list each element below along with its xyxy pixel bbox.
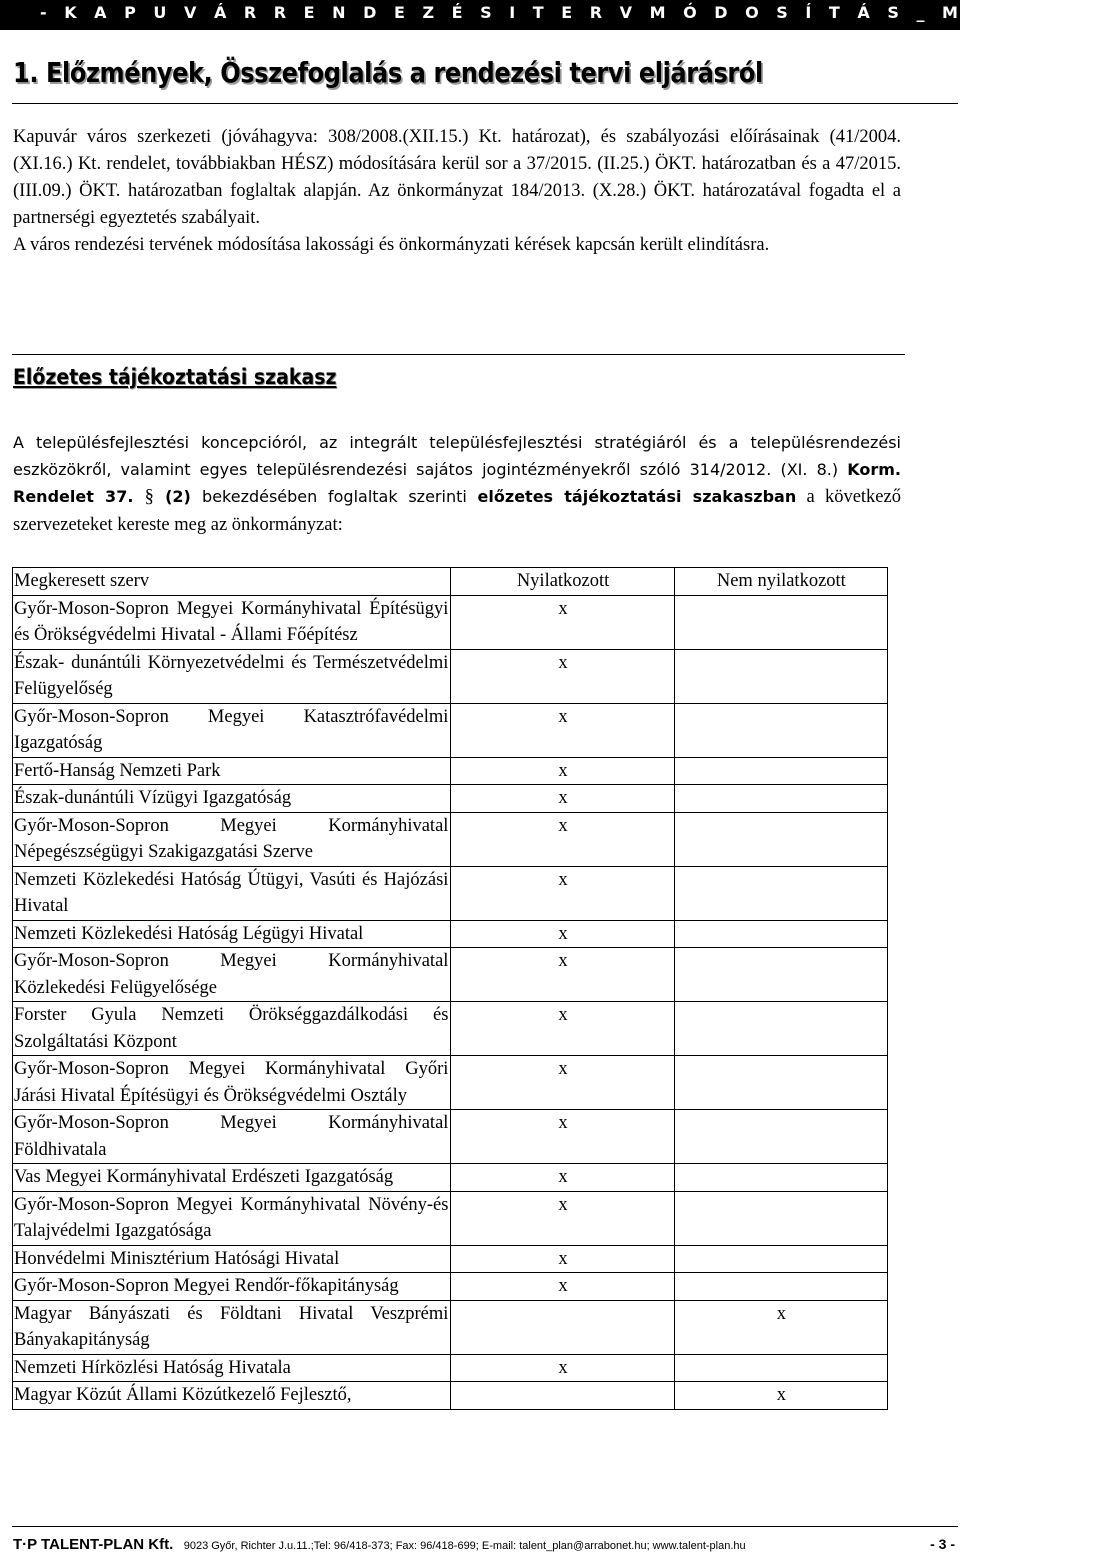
table-row <box>13 1300 888 1354</box>
agency-name: Forster Gyula Nemzeti Örökséggazdálkodási és Szolgáltatási Központ <box>13 1002 451 1056</box>
responded-mark: x <box>451 866 674 920</box>
responded-mark: x <box>451 920 674 948</box>
table-header-row <box>13 568 888 596</box>
running-header: - K A P U V Á R R E N D E Z É S I T E R V M Ó D O S Í T Á S _ Msz: 15015- <box>0 0 960 30</box>
section-divider <box>12 354 905 355</box>
footer-divider <box>12 1526 958 1527</box>
agency-name: Nemzeti Közlekedési Hatóság Útügyi, Vasúti és Hajózási Hivatal <box>13 866 451 920</box>
not-responded-mark <box>674 785 887 813</box>
not-responded-mark <box>674 1191 887 1245</box>
agency-name: Fertő-Hanság Nemzeti Park <box>13 757 451 785</box>
not-responded-mark <box>674 920 887 948</box>
responded-mark: x <box>451 595 674 649</box>
responded-mark: x <box>451 1110 674 1164</box>
intro-paragraph-1: Kapuvár város szerkezeti (jóváhagyva: 308/2008.(XII.15.) Kt. határozat), és szabályozási előírásainak (41/2004. (XI.16.) Kt. rendelet, továbbiakban HÉSZ) módosítására kerül sor a 37/2015. (II.25.) ÖKT. határozatban és a 47/2015. (III.09.) ÖKT. határozatban foglaltak alapján. Az önkormányzat 184/2013. (X.28.) ÖKT. határozatával fogadta el a partnerségi egyeztetés szabályait. <box>13 127 901 228</box>
responded-mark: x <box>451 649 674 703</box>
responded-mark: x <box>451 1245 674 1273</box>
agency-name: Nemzeti Hírközlési Hatóság Hivatala <box>13 1354 451 1382</box>
page-number: - 3 - <box>930 1536 955 1552</box>
not-responded-mark <box>674 703 887 757</box>
para-text-subsection-tail: bekezdésében foglaltak szerinti <box>202 487 478 506</box>
responded-mark <box>451 1300 674 1354</box>
table-row <box>13 1354 888 1382</box>
agency-name: Győr-Moson-Sopron Megyei Kormányhivatal Népegészségügyi Szakigazgatási Szerve <box>13 812 451 866</box>
responded-mark: x <box>451 785 674 813</box>
not-responded-mark <box>674 757 887 785</box>
responded-mark: x <box>451 1002 674 1056</box>
table-row <box>13 866 888 920</box>
responded-mark: x <box>451 1273 674 1301</box>
agency-name: Magyar Közút Állami Közútkezelő Fejlesztő, <box>13 1382 451 1410</box>
company-logo-text: T·P TALENT-PLAN Kft. <box>13 1536 174 1553</box>
table-row <box>13 703 888 757</box>
header-responded: Nyilatkozott <box>451 568 674 596</box>
not-responded-mark <box>674 812 887 866</box>
table-row <box>13 785 888 813</box>
agency-name: Magyar Bányászati és Földtani Hivatal Veszprémi Bányakapitányság <box>13 1300 451 1354</box>
table-row <box>13 1191 888 1245</box>
table-row <box>13 1110 888 1164</box>
agencies-table <box>12 567 888 1410</box>
agency-name: Győr-Moson-Sopron Megyei Kormányhivatal Földhivatala <box>13 1110 451 1164</box>
not-responded-mark <box>674 1164 887 1192</box>
not-responded-mark <box>674 1110 887 1164</box>
agency-name: Vas Megyei Kormányhivatal Erdészeti Igazgatóság <box>13 1164 451 1192</box>
company-contact: 9023 Győr, Richter J.u.11.;Tel: 96/418-373; Fax: 96/418-699; E-mail: talent_plan@arrabonet.hu; www.talent-plan.hu <box>183 1540 746 1552</box>
agency-name: Győr-Moson-Sopron Megyei Katasztrófavédelmi Igazgatóság <box>13 703 451 757</box>
not-responded-mark <box>674 866 887 920</box>
agency-name: Észak- dunántúli Környezetvédelmi és Természetvédelmi Felügyelőség <box>13 649 451 703</box>
not-responded-mark: x <box>674 1382 887 1410</box>
not-responded-mark <box>674 1354 887 1382</box>
table-row <box>13 649 888 703</box>
responded-mark: x <box>451 812 674 866</box>
section-title: Előzetes tájékoztatási szakasz <box>13 365 337 389</box>
agency-name: Nemzeti Közlekedési Hatóság Légügyi Hivatal <box>13 920 451 948</box>
not-responded-mark <box>674 1273 887 1301</box>
table-row <box>13 757 888 785</box>
table-row <box>13 1056 888 1110</box>
agency-name: Győr-Moson-Sopron Megyei Kormányhivatal Győri Járási Hivatal Építésügyi és Örökségvédelmi Osztály <box>13 1056 451 1110</box>
table-row <box>13 1273 888 1301</box>
responded-mark: x <box>451 1164 674 1192</box>
agency-name: Győr-Moson-Sopron Megyei Kormányhivatal Közlekedési Felügyelősége <box>13 948 451 1002</box>
para-text-conclusion: a következő szervezeteket kereste meg az önkormányzat: <box>13 487 901 535</box>
table-row <box>13 1002 888 1056</box>
para-text-subsection: (2) <box>153 487 203 506</box>
para-text-regulation-ref: Korm. Rendelet 37. <box>13 460 901 506</box>
agency-name: Győr-Moson-Sopron Megyei Kormányhivatal Növény-és Talajvédelmi Igazgatósága <box>13 1191 451 1245</box>
responded-mark: x <box>451 757 674 785</box>
chapter-title: 1. Előzmények, Összefoglalás a rendezési tervi eljárásról <box>13 56 763 89</box>
table-body <box>13 595 888 1409</box>
responded-mark: x <box>451 948 674 1002</box>
not-responded-mark: x <box>674 1300 887 1354</box>
not-responded-mark <box>674 1056 887 1110</box>
table-row <box>13 920 888 948</box>
responded-mark <box>451 1382 674 1410</box>
responded-mark: x <box>451 1191 674 1245</box>
page-footer <box>13 1536 959 1558</box>
not-responded-mark <box>674 1245 887 1273</box>
agency-name: Győr-Moson-Sopron Megyei Rendőr-főkapitányság <box>13 1273 451 1301</box>
agency-name: Győr-Moson-Sopron Megyei Kormányhivatal Építésügyi és Örökségvédelmi Hivatal - Állami Főépítész <box>13 595 451 649</box>
section-paragraph <box>13 429 901 539</box>
agency-name: Észak-dunántúli Vízügyi Igazgatóság <box>13 785 451 813</box>
table-row <box>13 812 888 866</box>
title-divider <box>12 103 958 104</box>
table-row <box>13 948 888 1002</box>
not-responded-mark <box>674 948 887 1002</box>
not-responded-mark <box>674 1002 887 1056</box>
table-row <box>13 595 888 649</box>
not-responded-mark <box>674 595 887 649</box>
table-row <box>13 1164 888 1192</box>
para-text-phase: előzetes tájékoztatási szakaszban <box>477 487 797 506</box>
paragraph-sign: § <box>144 487 154 507</box>
agency-name: Honvédelmi Minisztérium Hatósági Hivatal <box>13 1245 451 1273</box>
intro-text <box>13 124 901 259</box>
responded-mark: x <box>451 1354 674 1382</box>
responded-mark: x <box>451 1056 674 1110</box>
table-row <box>13 1382 888 1410</box>
responded-mark: x <box>451 703 674 757</box>
header-not-responded: Nem nyilatkozott <box>674 568 887 596</box>
not-responded-mark <box>674 649 887 703</box>
header-agency: Megkeresett szerv <box>13 568 451 596</box>
table-row <box>13 1245 888 1273</box>
intro-paragraph-2: A város rendezési tervének módosítása lakossági és önkormányzati kérések kapcsán került elindításra. <box>13 235 770 255</box>
para-text-regulation: A településfejlesztési koncepcióról, az integrált településfejlesztési stratégiáról és a településrendezési eszközökről, valamint egyes településrendezési sajátos jogintézményekről szóló 314/2012. (XI. 8.) <box>13 433 901 479</box>
